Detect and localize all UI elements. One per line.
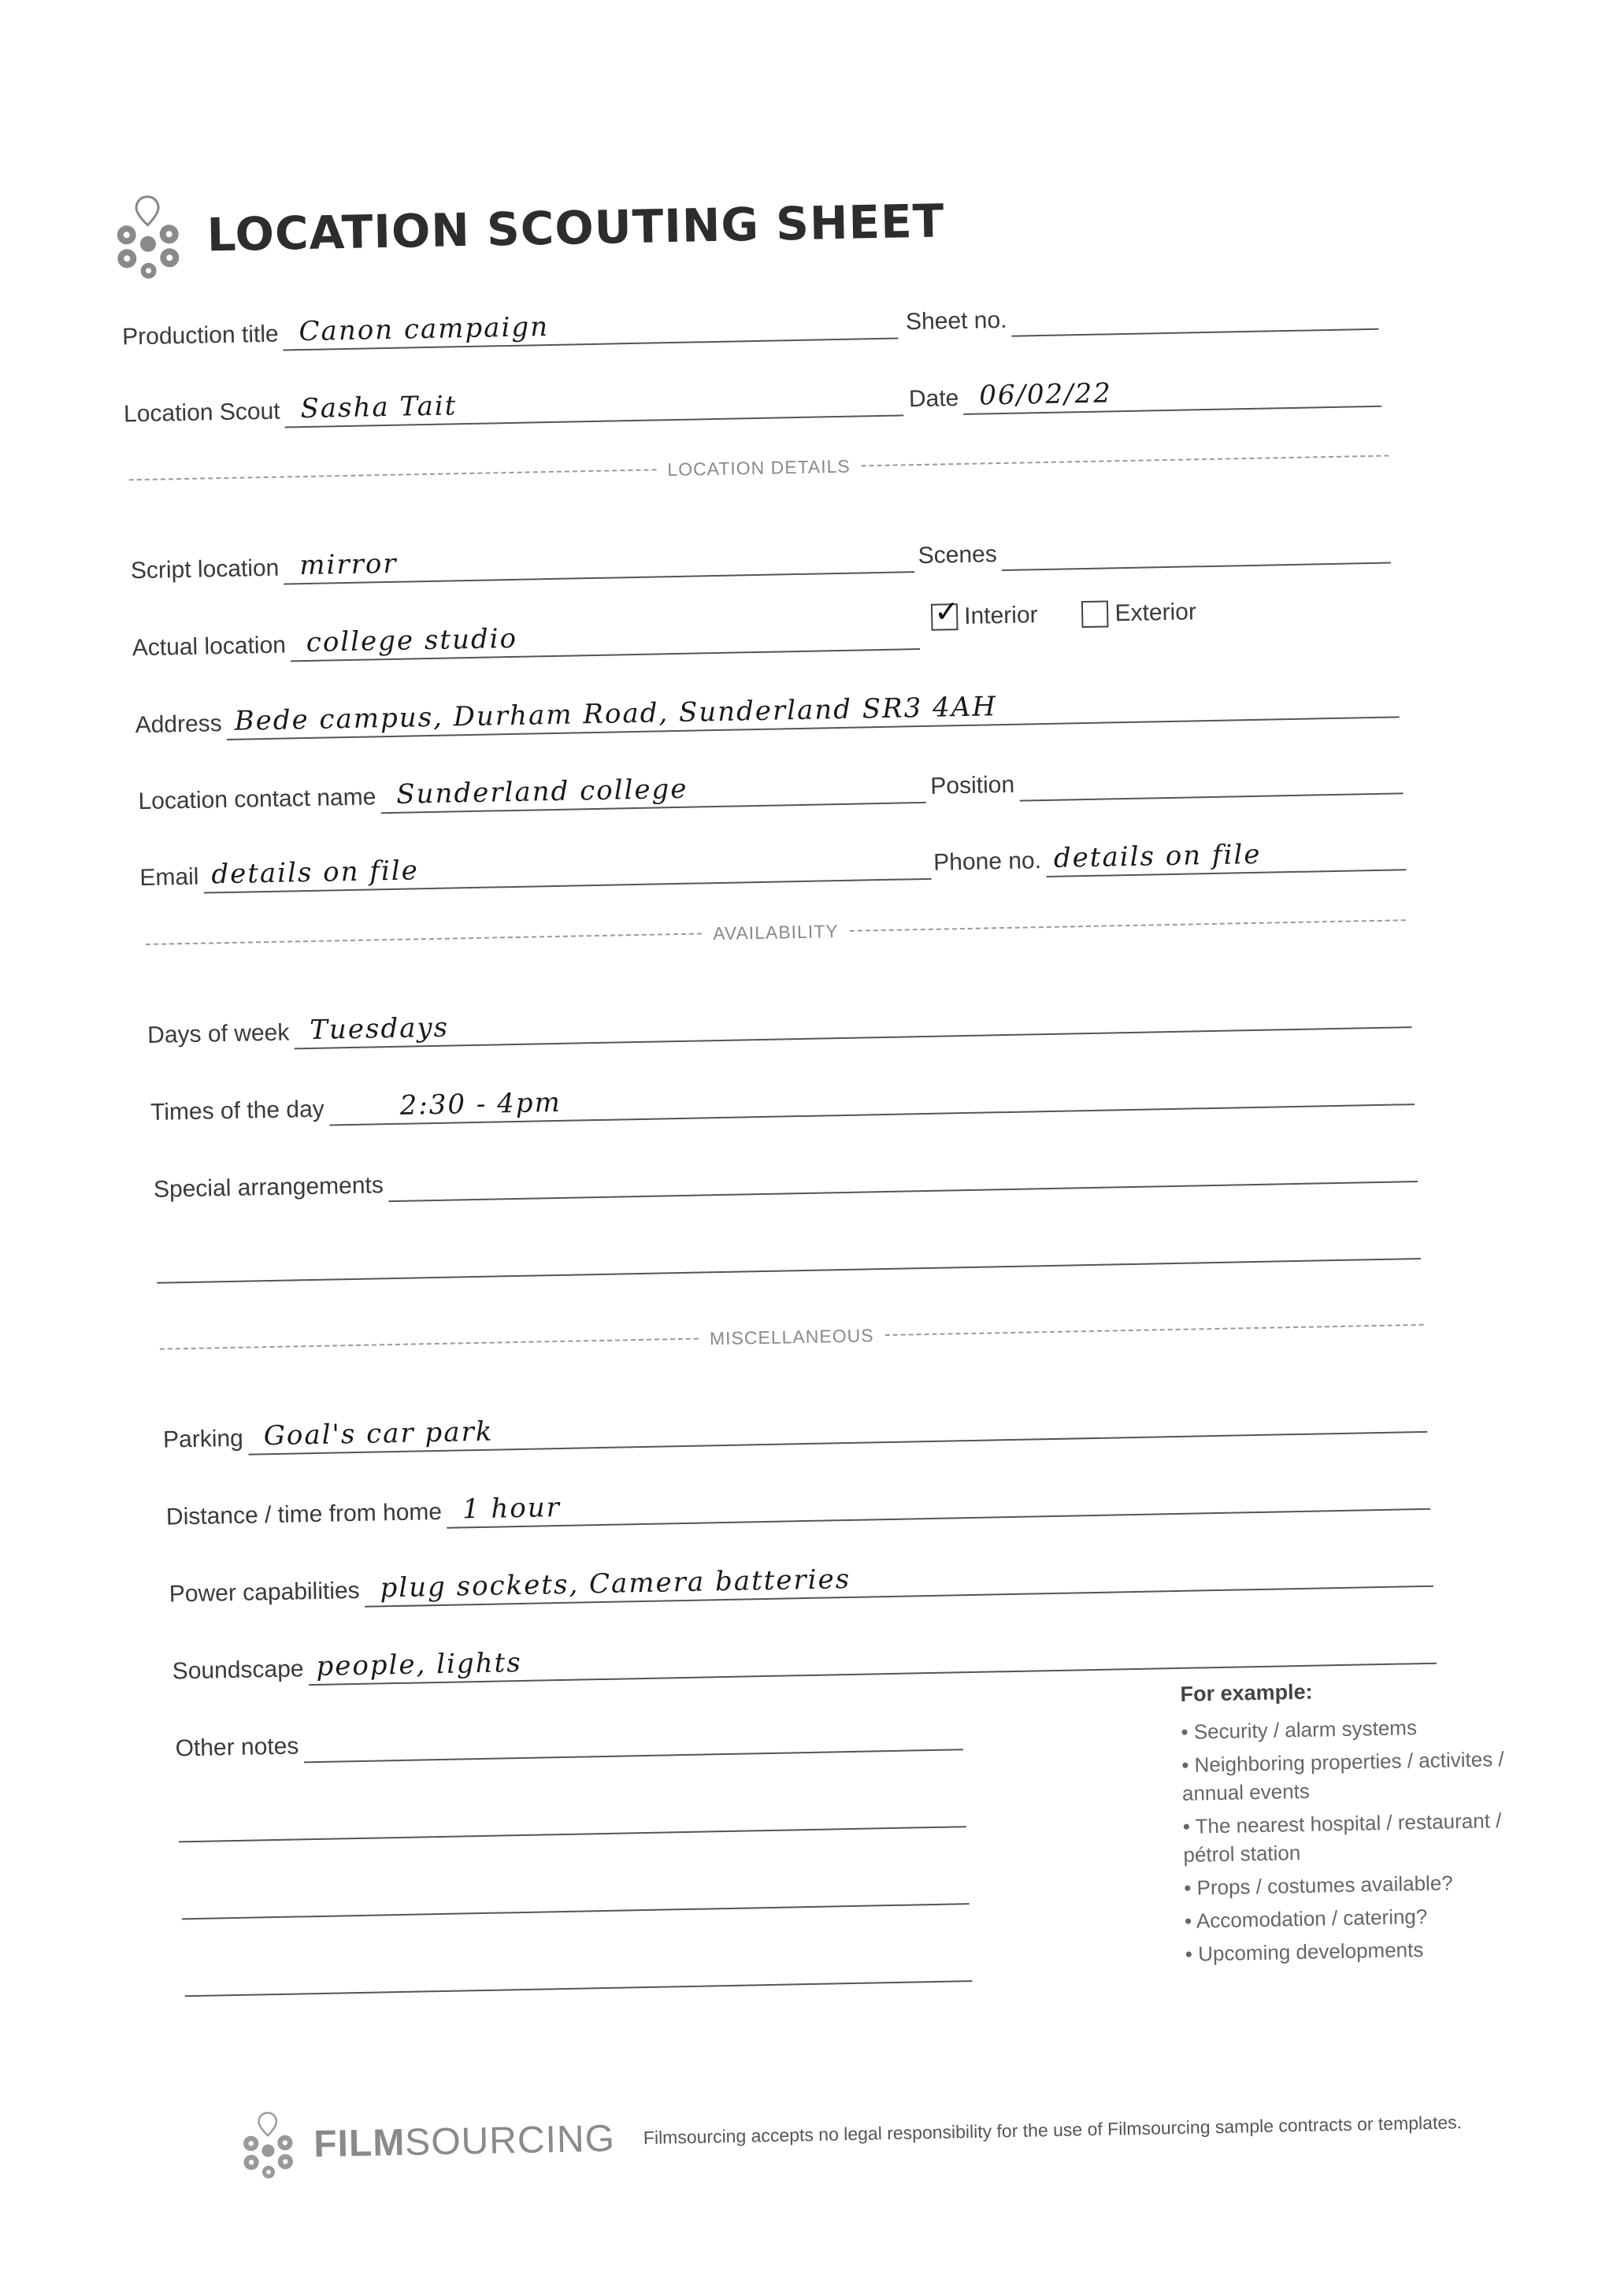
- scenes-field: [918, 526, 1391, 573]
- parking-input[interactable]: [247, 1395, 1427, 1456]
- email-field: [139, 842, 932, 895]
- page-title: LOCATION SCOUTING SHEET: [206, 194, 945, 262]
- section-location-details: [128, 444, 1389, 492]
- times-of-day-input[interactable]: [328, 1067, 1415, 1126]
- other-notes-field: [175, 1712, 963, 1765]
- interior-exterior-group: [931, 595, 1240, 631]
- script-location-field: [130, 535, 914, 588]
- interior-label: Interior: [963, 602, 1038, 629]
- scenes-input[interactable]: [1001, 526, 1391, 571]
- phone-value: details on file: [1053, 838, 1262, 874]
- soundscape-value: people, lights: [316, 1646, 523, 1682]
- brand-name-light: SOURCING: [404, 2117, 616, 2164]
- position-field: [930, 756, 1403, 803]
- section-divider: [884, 1324, 1423, 1336]
- filmsourcing-footer-logo-icon: [239, 2105, 297, 2185]
- section-divider: [862, 455, 1389, 467]
- production-title-value: Canon campaign: [298, 311, 550, 348]
- exterior-checkbox[interactable]: [1081, 600, 1109, 628]
- phone-label: Phone no.: [933, 848, 1042, 876]
- days-of-week-input[interactable]: [294, 990, 1412, 1049]
- section-divider: [850, 919, 1406, 932]
- power-capabilities-input[interactable]: [364, 1549, 1433, 1608]
- sheet-no-input[interactable]: [1011, 292, 1378, 337]
- section-miscellaneous: [160, 1313, 1424, 1361]
- distance-label: Distance / time from home: [165, 1498, 443, 1530]
- location-scout-label: Location Scout: [123, 398, 280, 428]
- position-label: Position: [930, 771, 1015, 799]
- email-label: Email: [139, 863, 199, 892]
- location-scout-field: [124, 378, 904, 431]
- brand-name: [313, 2116, 616, 2165]
- special-arrangements-input[interactable]: [387, 1144, 1418, 1202]
- sheet-no-label: Sheet no.: [905, 306, 1007, 336]
- parking-label: Parking: [162, 1425, 244, 1453]
- power-capabilities-value: plug sockets, Camera batteries: [380, 1563, 851, 1604]
- contact-name-input[interactable]: [380, 766, 926, 814]
- brand-name-bold: FILM: [313, 2121, 406, 2165]
- example-item: • Neighboring properties / activites / annual events: [1181, 1747, 1504, 1805]
- examples-title: For example:: [1180, 1679, 1313, 1706]
- script-location-value: mirror: [298, 547, 398, 582]
- address-field: [135, 680, 1400, 742]
- section-divider: [146, 933, 702, 945]
- contact-name-field: [138, 766, 926, 818]
- section-availability: [146, 908, 1406, 956]
- example-item: • Accomodation / catering?: [1184, 1904, 1428, 1933]
- date-input[interactable]: [963, 369, 1381, 415]
- days-of-week-label: Days of week: [146, 1019, 290, 1048]
- contact-name-label: Location contact name: [138, 784, 376, 815]
- date-value: 06/02/22: [978, 377, 1113, 412]
- parking-field: [163, 1395, 1428, 1457]
- power-capabilities-label: Power capabilities: [169, 1577, 360, 1608]
- special-arrangements-label: Special arrangements: [153, 1172, 384, 1203]
- example-item: • The nearest hospital / restaurant / pétrol station: [1182, 1808, 1502, 1867]
- section-title: LOCATION DETAILS: [667, 455, 851, 480]
- other-notes-line-4[interactable]: [185, 1980, 973, 1997]
- other-notes-label: Other notes: [175, 1733, 299, 1762]
- production-title-input[interactable]: [283, 302, 898, 351]
- location-scout-value: Sasha Tait: [300, 390, 458, 425]
- actual-location-value: college studio: [306, 622, 518, 658]
- script-location-label: Script location: [130, 555, 280, 584]
- phone-input[interactable]: [1045, 833, 1406, 877]
- production-title-label: Production title: [121, 321, 279, 351]
- phone-field: [933, 833, 1407, 880]
- times-of-day-label: Times of the day: [150, 1096, 325, 1126]
- section-divider: [160, 1338, 699, 1350]
- actual-location-label: Actual location: [132, 632, 287, 662]
- soundscape-label: Soundscape: [172, 1656, 304, 1685]
- parking-value: Goal's car park: [263, 1415, 494, 1452]
- distance-value: 1 hour: [462, 1492, 562, 1526]
- examples-list: [1180, 1676, 1516, 1973]
- distance-input[interactable]: [447, 1472, 1431, 1529]
- example-item: • Upcoming developments: [1185, 1938, 1424, 1966]
- script-location-input[interactable]: [284, 535, 914, 584]
- actual-location-input[interactable]: [290, 612, 920, 662]
- section-divider: [129, 469, 657, 480]
- exterior-label: Exterior: [1114, 599, 1197, 627]
- footer-disclaimer: Filmsourcing accepts no legal responsibility for the use of Filmsourcing sample contracts or templates.: [643, 2111, 1463, 2148]
- email-input[interactable]: [203, 842, 932, 894]
- soundscape-input[interactable]: [308, 1626, 1437, 1686]
- other-notes-line-2[interactable]: [179, 1826, 966, 1842]
- production-title-field: [122, 302, 899, 354]
- section-title: MISCELLANEOUS: [709, 1324, 874, 1348]
- other-notes-input[interactable]: [303, 1712, 963, 1763]
- location-scout-input[interactable]: [284, 378, 903, 428]
- times-of-day-value: 2:30 - 4pm: [399, 1086, 562, 1122]
- interior-checkbox[interactable]: [931, 595, 960, 631]
- times-of-day-field: [150, 1067, 1415, 1129]
- filmsourcing-logo-icon: [112, 193, 184, 281]
- scenes-label: Scenes: [918, 541, 998, 569]
- example-item: • Security / alarm systems: [1181, 1716, 1418, 1744]
- address-input[interactable]: [226, 680, 1400, 740]
- sheet-no-field: [906, 292, 1379, 339]
- soundscape-field: [172, 1626, 1437, 1689]
- section-title: AVAILABILITY: [712, 920, 839, 944]
- special-arrangements-line-2[interactable]: [157, 1258, 1421, 1284]
- contact-name-value: Sunderland college: [395, 773, 688, 810]
- distance-field: [165, 1472, 1430, 1534]
- checkmark-icon: ✓: [933, 595, 960, 629]
- footer: [239, 2083, 1463, 2185]
- days-of-week-field: [147, 990, 1412, 1052]
- days-of-week-value: Tuesdays: [309, 1011, 450, 1047]
- date-label: Date: [908, 385, 959, 413]
- actual-location-field: [132, 612, 920, 665]
- power-capabilities-field: [169, 1549, 1433, 1612]
- address-value: Bede campus, Durham Road, Sunderland SR3 4AH: [234, 691, 998, 737]
- email-value: details on file: [210, 855, 420, 891]
- address-label: Address: [135, 710, 223, 739]
- special-arrangements-field: [153, 1144, 1418, 1207]
- example-item: • Props / costumes available?: [1183, 1871, 1453, 1900]
- position-input[interactable]: [1019, 756, 1403, 801]
- other-notes-line-3[interactable]: [182, 1903, 970, 1920]
- date-field: [908, 369, 1381, 417]
